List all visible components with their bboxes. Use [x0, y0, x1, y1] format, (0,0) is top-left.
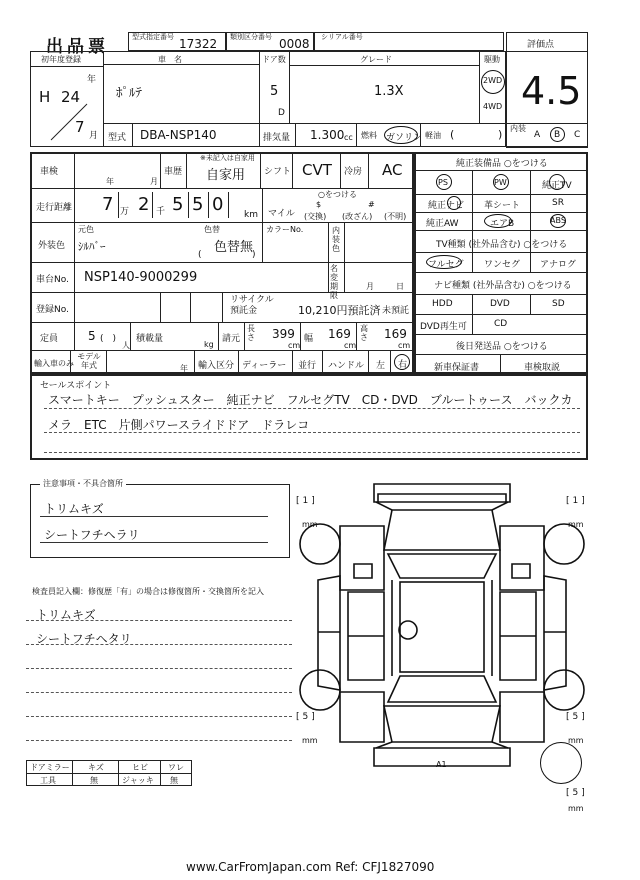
recycle-value: 10,210円預託済 [298, 304, 381, 317]
year-num: 24 [61, 88, 81, 106]
rear-left-wheel [300, 670, 340, 710]
car-damage-diagram [296, 480, 592, 780]
windshield [388, 554, 496, 578]
header-cell-category-number: 類別区分番号 0008 [226, 32, 314, 51]
chassis-label: 車台No. [36, 275, 69, 285]
nav-type-title: ナビ種類 (社外品含む) ○をつける [434, 281, 572, 291]
capacity-label: 定員 [40, 334, 59, 344]
shift-label: シフト [264, 167, 292, 177]
header-cell-serial-number: シリアル番号 [314, 32, 504, 51]
tire-rear-left: [ 5 ] [296, 712, 315, 722]
sales-line-1: スマートキー プッシュスター 純正ナビ フルセグTV CD・DVD ブルートゥース バックカ [48, 393, 573, 407]
request-label: 請元 [222, 334, 241, 344]
tire-rear-right: [ 5 ] [566, 712, 585, 722]
damage-marker [399, 621, 417, 639]
grade-value: 1.3X [374, 84, 404, 99]
history-value: 自家用 [206, 168, 246, 183]
header-cell-model-number: 型式指定番号 17322 [128, 32, 226, 51]
month-num: 7 [75, 118, 85, 136]
interior-label: 内装 [510, 124, 526, 133]
type-value: DBA-NSP140 [140, 128, 217, 142]
inspection-label: 車検 [40, 167, 59, 177]
car-name-value: ﾎﾟﾙﾃ [116, 86, 142, 101]
tire-spare: [ 5 ] [566, 788, 585, 798]
front-left-wheel [300, 524, 340, 564]
inspector-line-1: トリムキズ [36, 608, 96, 622]
import-label: 輸入車のみ [34, 359, 74, 368]
grade-label: グレード [360, 55, 392, 64]
fuel-label: 燃料 [361, 131, 377, 140]
trunk [384, 706, 500, 742]
registration-label: 登録No. [36, 305, 69, 315]
type-label: 型式 [108, 133, 127, 143]
year-era: H [39, 88, 51, 106]
model-year-label: モデル年式 [77, 352, 101, 370]
car-name-label: 車 名 [158, 55, 182, 64]
roof [400, 582, 484, 672]
oil-label: 軽油 [425, 131, 441, 140]
score-value: 4.5 [521, 69, 582, 113]
doors-value: 5 [270, 84, 279, 99]
first-registration-cell: 初年度登録 年 H 24 7 月 [30, 51, 104, 147]
fuel-value: ガソリン [386, 133, 423, 143]
handle-label: ハンドル [328, 361, 365, 371]
notes-bracket [30, 484, 288, 558]
mile-label: マイル [268, 209, 295, 219]
doors-label: ドア数 [262, 55, 286, 64]
notes-line-2: シートフチヘラリ [44, 528, 140, 542]
notes-label: 注意事項・不具合箇所 [40, 478, 126, 489]
displacement-value: 1.300 [310, 128, 345, 142]
rear-right-wheel [544, 670, 584, 710]
paint-value: 色替無 [214, 240, 254, 255]
score-label: 評価点 [527, 40, 555, 50]
height-value: 169 [384, 327, 407, 341]
ac-value: AC [382, 161, 403, 179]
length-value: 399 [272, 327, 295, 341]
width-value: 169 [328, 327, 351, 341]
mileage-label: 走行距離 [36, 203, 73, 213]
load-label: 積載量 [136, 334, 164, 344]
front-bumper [374, 484, 510, 502]
sales-line-2: メラ ETC 片側パワースライドドア ドラレコ [48, 418, 310, 432]
tv-type-title: TV種類 (社外品含む) ○をつける [436, 240, 568, 250]
dvd-label: DVD再生可 [420, 322, 467, 332]
name-change-label: 名変期限 [330, 264, 338, 300]
chassis-value: NSP140-9000299 [84, 270, 198, 285]
hood [384, 510, 500, 550]
capacity-value: 5 [88, 329, 96, 343]
history-label: 車歴 [164, 167, 183, 177]
inspector-line-2: シートフチヘタリ [36, 632, 132, 646]
equipment-title: 純正装備品 ○をつける [456, 159, 548, 169]
ac-label: 冷房 [344, 167, 363, 177]
later-shipping-title: 後日発送品 ○をつける [456, 342, 548, 352]
color-no-label: カラーNo. [266, 225, 304, 234]
drive-label: 駆動 [484, 55, 500, 64]
mileage-digit-box: 7 万 2 千 5 5 0 [102, 194, 224, 217]
interior-color-label: 内装色 [332, 226, 340, 253]
mileage-note: ○をつける [318, 190, 357, 199]
displacement-label: 排気量 [263, 133, 291, 143]
front-right-wheel [544, 524, 584, 564]
inspector-label: 検査員記入欄：修復歴「有」の場合は修復箇所・交換箇所を記入 [32, 587, 264, 596]
import-type-label: 輸入区分 [198, 361, 235, 371]
recycle-alt: 未預託 [382, 306, 410, 316]
orig-color-value: ｼﾙﾊﾞｰ [78, 240, 106, 253]
exterior-color-label: 外装色 [38, 241, 66, 251]
spare-tire [540, 742, 582, 784]
sales-points-label: セールスポイント [40, 381, 112, 391]
shift-value: CVT [302, 161, 332, 179]
footer-reference: www.CarFromJapan.com Ref: CFJ1827090 [186, 860, 435, 874]
diagram-marker-label: A1 [436, 760, 447, 769]
rear-window [388, 676, 496, 702]
recycle-label: リサイクル預託金 [230, 295, 274, 316]
tire-front-left: [ 1 ] [296, 496, 315, 506]
notes-line-1: トリムキズ [44, 502, 104, 516]
document-title: 出品票 [46, 37, 109, 57]
tire-front-right: [ 1 ] [566, 496, 585, 506]
